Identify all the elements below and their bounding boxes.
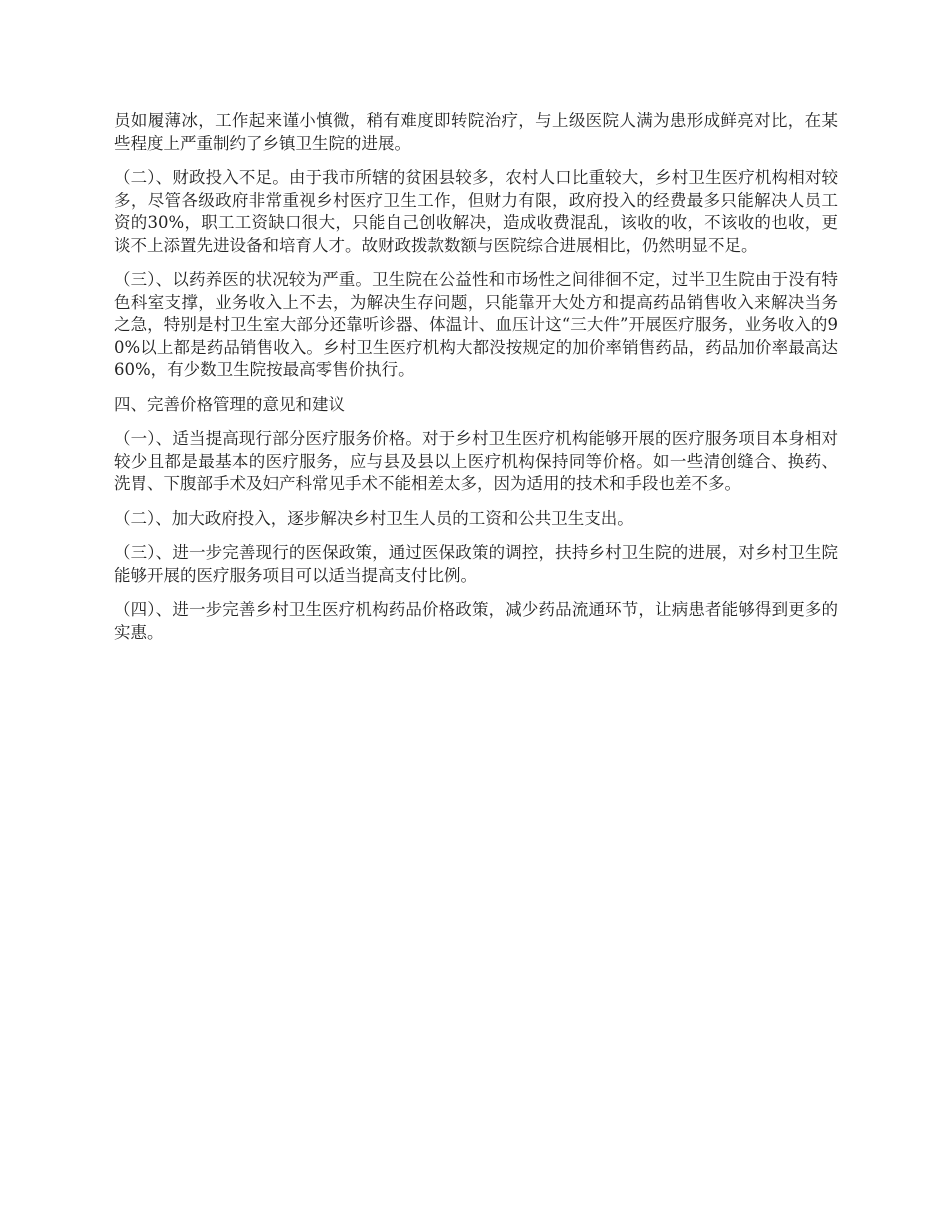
paragraph-fiscal-investment: （二）、财政投入不足。由于我市所辖的贫困县较多，农村人口比重较大，乡村卫生医疗机构相对较多，尽管各级政府非常重视乡村医疗卫生工作，但财力有限，政府投入的经费最多只能解决人员工资的30%，职工工资缺口很大，只能自己创收解决，造成收费混乱，该收的收，不该收的也收，更谈不上添置先进设备和培育人才。故财政拨款数额与医院综合进展相比，仍然明显不足。 — [114, 168, 838, 255]
section-heading-suggestions: 四、完善价格管理的意见和建议 — [114, 394, 345, 414]
paragraph-suggestion-4: （四）、进一步完善乡村卫生医疗机构药品价格政策，减少药品流通环节，让病患者能够得到更多的实惠。 — [114, 600, 838, 642]
paragraph-continuation: 员如履薄冰，工作起来谨小慎微，稍有难度即转院治疗，与上级医院人满为患形成鲜亮对比，在某些程度上严重制约了乡镇卫生院的进展。 — [114, 111, 838, 153]
paragraph-suggestion-2: （二）、加大政府投入，逐步解决乡村卫生人员的工资和公共卫生支出。 — [114, 508, 634, 528]
paragraph-suggestion-1: （一）、适当提高现行部分医疗服务价格。对于乡村卫生医疗机构能够开展的医疗服务项目本身相对较少且都是最基本的医疗服务，应与县及县以上医疗机构保持同等价格。如一些清创缝合、换药、洗胃、下腹部手术及妇产科常见手术不能相差太多，因为适用的技术和手段也差不多。 — [114, 429, 838, 493]
document-body — [114, 110, 838, 656]
paragraph-suggestion-3: （三）、进一步完善现行的医保政策，通过医保政策的调控，扶持乡村卫生院的进展，对乡村卫生院能够开展的医疗服务项目可以适当提高支付比例。 — [114, 543, 838, 585]
paragraph-drug-dependence: （三）、以药养医的状况较为严重。卫生院在公益性和市场性之间徘徊不定，过半卫生院由于没有特色科室支撑，业务收入上不去，为解决生存问题，只能靠开大处方和提高药品销售收入来解决当务之急，特别是村卫生室大部分还靠听诊器、体温计、血压计这“三大件”开展医疗服务，业务收入的90%以上都是药品销售收入。乡村卫生医疗机构大都没按规定的加价率销售药品，药品加价率最高达60%，有少数卫生院按最高零售价执行。 — [114, 270, 838, 379]
